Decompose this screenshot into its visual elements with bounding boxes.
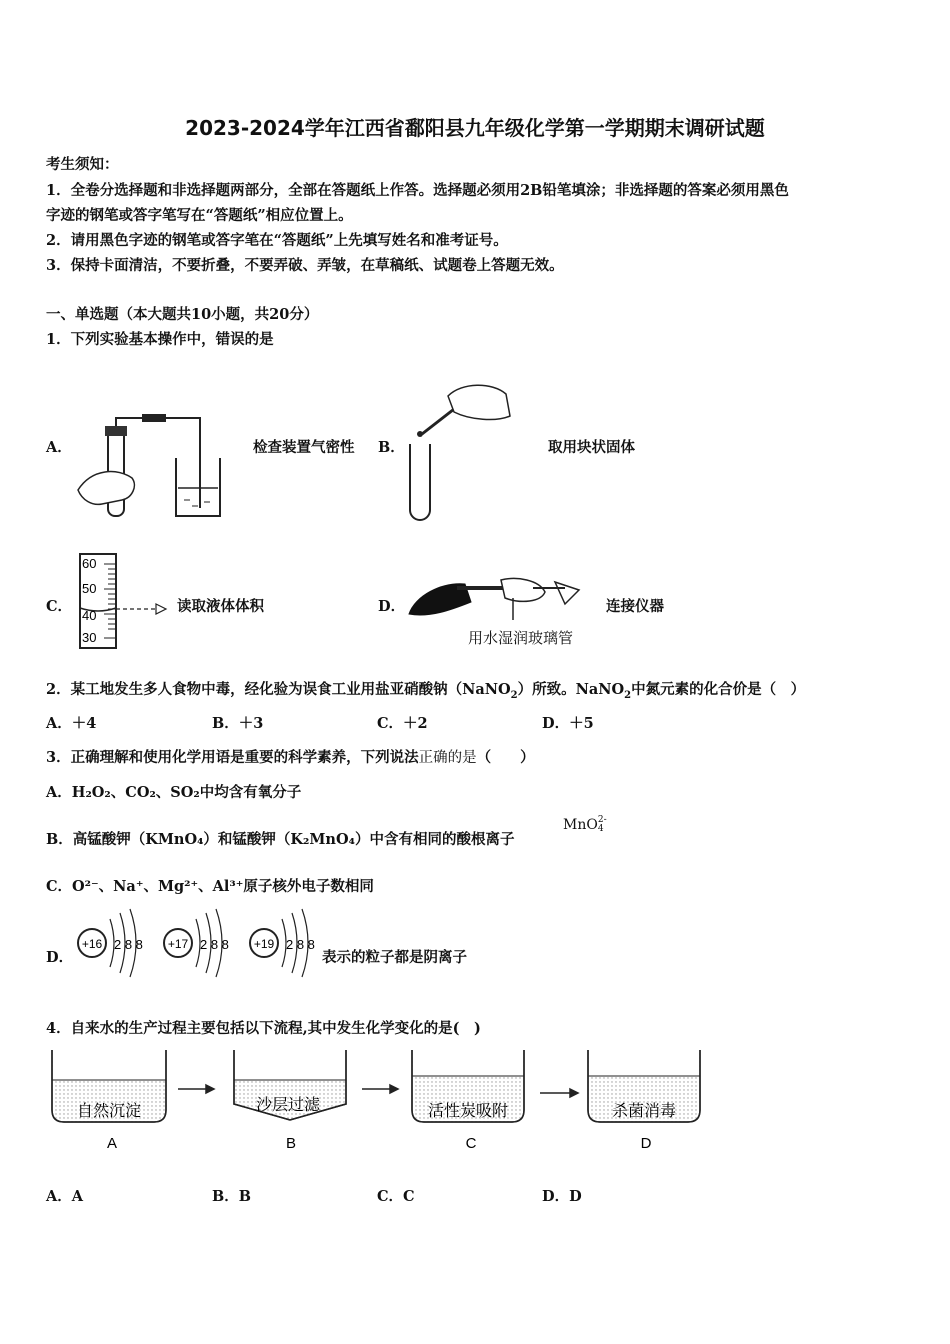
q1-option-d-letter: D． xyxy=(378,598,406,615)
flow-step-carbon-adsorption xyxy=(412,1050,524,1152)
q1-option-a-text: 检查装置气密性 xyxy=(253,439,355,456)
q1-d-caption: 用水湿润玻璃管 xyxy=(468,630,574,647)
flow-arrow xyxy=(540,1089,578,1097)
q2-option-a[interactable]: A．＋4 xyxy=(46,715,97,732)
q4-option-b[interactable]: B．B xyxy=(212,1188,252,1205)
q3-option-a[interactable]: A．H₂O₂、CO₂、SO₂中均含有氧分子 xyxy=(46,784,302,801)
solid-taking-figure xyxy=(400,376,515,524)
permanganate-ion-formula: MnO2- 4 xyxy=(563,815,607,834)
q3-option-c[interactable]: C．O²⁻、Na⁺、Mg²⁺、Al³⁺原子核外电子数相同 xyxy=(46,878,374,895)
cylinder-mark: 50 xyxy=(82,581,97,596)
q3-option-d-letter[interactable]: D． xyxy=(46,949,74,966)
electron-shells: 2 8 8 xyxy=(286,937,315,952)
electron-shells: 2 8 8 xyxy=(200,937,229,952)
cylinder-mark: 30 xyxy=(82,630,97,645)
q1-option-c-letter: C． xyxy=(46,598,73,615)
water-treatment-flow xyxy=(46,1048,706,1158)
page-title: 2023-2024学年江西省鄱阳县九年级化学第一学期期末调研试题 xyxy=(185,116,765,140)
q1-option-c-text: 读取液体体积 xyxy=(177,598,264,615)
flow-arrow xyxy=(362,1085,398,1093)
notice-item: 1．全卷分选择题和非选择题两部分，全部在答题纸上作答。选择题必须用2B铅笔填涂；非选择题的答案必须用黑色 xyxy=(46,182,789,199)
atom-diagram xyxy=(78,909,143,977)
step-letter: D xyxy=(640,1135,652,1152)
q3-option-b[interactable]: B．高锰酸钾（KMnO₄）和锰酸钾（K₂MnO₄）中含有相同的酸根离子 xyxy=(46,831,515,848)
q1-stem: 1．下列实验基本操作中，错误的是 xyxy=(46,331,274,348)
step-letter: B xyxy=(285,1135,297,1152)
atom-diagram xyxy=(250,909,315,977)
q2-option-c[interactable]: C．＋2 xyxy=(377,715,428,732)
section-heading: 一、单选题（本大题共10小题，共20分） xyxy=(46,306,319,323)
q1-option-b-text: 取用块状固体 xyxy=(548,439,635,456)
notice-heading: 考生须知： xyxy=(46,156,119,173)
q1-option-a-letter: A． xyxy=(46,439,72,456)
nucleus-charge: +16 xyxy=(81,937,103,951)
step-name: 活性炭吸附 xyxy=(427,1103,509,1120)
nucleus-charge: +17 xyxy=(167,937,189,951)
cylinder-mark: 60 xyxy=(82,556,97,571)
flow-step-sedimentation xyxy=(52,1050,166,1152)
flow-step-disinfection xyxy=(588,1050,700,1152)
q2-option-b[interactable]: B．＋3 xyxy=(212,715,264,732)
step-name: 杀菌消毒 xyxy=(611,1103,677,1120)
q4-stem: 4．自来水的生产过程主要包括以下流程,其中发生化学变化的是( ) xyxy=(46,1020,481,1037)
q2-stem: 2．某工地发生多人食物中毒，经化验为误食工业用盐亚硝酸钠（NaNO$_2$）所致。NaNO$_2$中氮元素的化合价是（ ） xyxy=(46,681,806,701)
q1-option-d-text: 连接仪器 xyxy=(606,598,664,615)
graduated-cylinder-figure xyxy=(76,552,172,650)
q4-option-d[interactable]: D．D xyxy=(542,1188,582,1205)
nucleus-charge: +19 xyxy=(253,937,275,951)
atom-structure-diagrams xyxy=(74,905,322,985)
flow-step-sand-filter xyxy=(234,1050,346,1152)
step-name: 自然沉淀 xyxy=(76,1103,142,1120)
atom-diagram xyxy=(164,909,229,977)
step-name: 沙层过滤 xyxy=(255,1097,321,1114)
cylinder-mark: 40 xyxy=(82,608,97,623)
step-letter: A xyxy=(106,1135,118,1152)
connect-apparatus-figure xyxy=(405,574,585,624)
airtightness-check-figure xyxy=(72,408,232,523)
flow-arrow xyxy=(178,1085,214,1093)
notice-item: 2．请用黑色字迹的钢笔或答字笔在“答题纸”上先填写姓名和准考证号。 xyxy=(46,232,508,249)
step-letter: C xyxy=(465,1135,477,1152)
q1-option-b-letter: B． xyxy=(378,439,405,456)
q2-option-d[interactable]: D．＋5 xyxy=(542,715,594,732)
electron-shells: 2 8 8 xyxy=(114,937,143,952)
notice-item: 字迹的钢笔或答字笔写在“答题纸”相应位置上。 xyxy=(46,207,353,224)
q3-stem: 3．正确理解和使用化学用语是重要的科学素养，下列说法正确的是（ ） xyxy=(46,749,535,766)
q3-option-d-text: 表示的粒子都是阴离子 xyxy=(322,949,467,966)
q4-option-c[interactable]: C．C xyxy=(377,1188,415,1205)
notice-item: 3．保持卡面清洁，不要折叠，不要弄破、弄皱，在草稿纸、试题卷上答题无效。 xyxy=(46,257,564,274)
q4-option-a[interactable]: A．A xyxy=(46,1188,84,1205)
